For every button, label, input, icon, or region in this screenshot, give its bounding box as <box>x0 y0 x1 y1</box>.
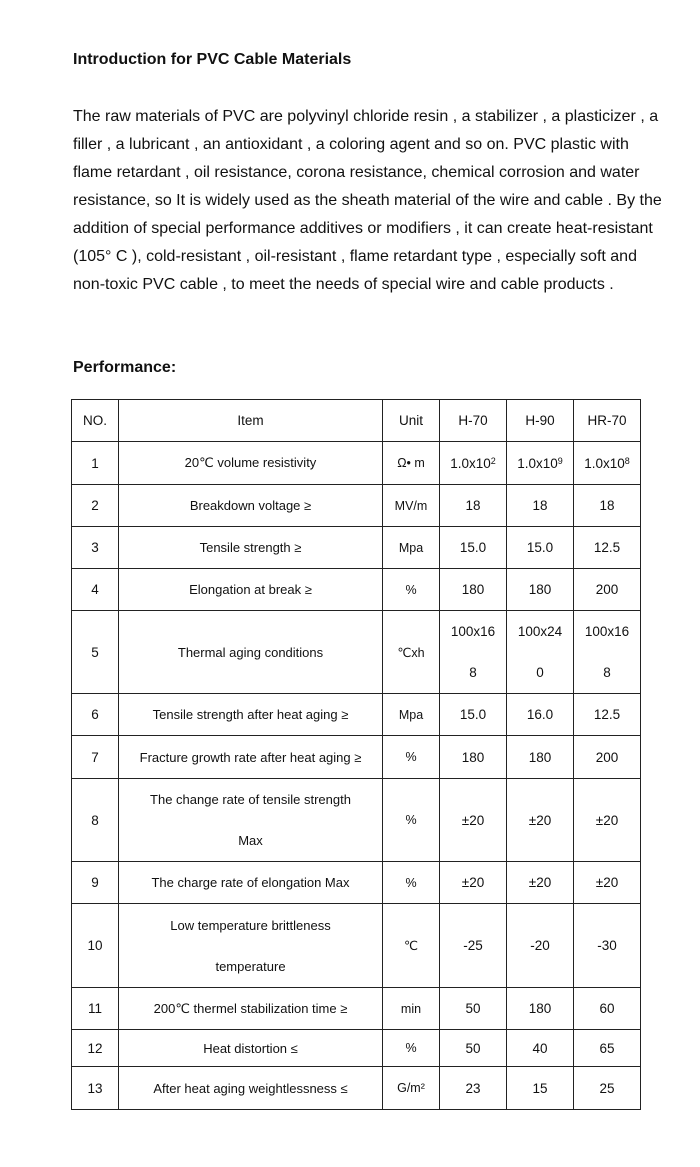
table-row <box>72 862 641 904</box>
cell-unit: % <box>383 779 440 862</box>
cell-unit: % <box>383 736 440 779</box>
cell-no: 12 <box>72 1030 119 1067</box>
cell-unit: ℃ <box>383 904 440 988</box>
cell-unit: Mpa <box>383 527 440 569</box>
cell-hr70: ±20 <box>574 862 641 904</box>
cell-item: Tensile strength ≥ <box>119 527 383 569</box>
value-exponent: 9 <box>557 455 563 466</box>
cell-hr70: 25 <box>574 1067 641 1110</box>
cell-h70: ±20 <box>440 862 507 904</box>
header-unit: Unit <box>383 400 440 442</box>
cell-h70: 50 <box>440 1030 507 1067</box>
cell-no: 11 <box>72 988 119 1030</box>
table-row <box>72 442 641 485</box>
table-row <box>72 988 641 1030</box>
cell-hr70: 60 <box>574 988 641 1030</box>
cell-no: 5 <box>72 611 119 694</box>
cell-line: 8 <box>603 665 611 680</box>
table-row <box>72 779 641 862</box>
cell-h70 <box>440 611 507 694</box>
cell-unit: MV/m <box>383 485 440 527</box>
cell-item: 20℃ volume resistivity <box>119 442 383 485</box>
value-base: 1.0x10 <box>517 455 558 471</box>
table-row <box>72 527 641 569</box>
cell-h90: -20 <box>507 904 574 988</box>
cell-h90 <box>507 611 574 694</box>
table-row <box>72 485 641 527</box>
cell-hr70: 200 <box>574 569 641 611</box>
cell-hr70: 12.5 <box>574 694 641 736</box>
cell-hr70: 65 <box>574 1030 641 1067</box>
cell-item: Tensile strength after heat aging ≥ <box>119 694 383 736</box>
cell-no: 6 <box>72 694 119 736</box>
cell-h90: 180 <box>507 569 574 611</box>
cell-no: 3 <box>72 527 119 569</box>
cell-unit: min <box>383 988 440 1030</box>
cell-unit: % <box>383 862 440 904</box>
performance-heading: Performance: <box>73 359 177 376</box>
cell-no: 7 <box>72 736 119 779</box>
cell-h90: 40 <box>507 1030 574 1067</box>
cell-unit: Mpa <box>383 694 440 736</box>
value-base: 1.0x10 <box>450 455 491 471</box>
cell-no: 4 <box>72 569 119 611</box>
cell-item <box>119 779 383 862</box>
cell-hr70 <box>574 611 641 694</box>
cell-h90 <box>507 442 574 485</box>
cell-no: 13 <box>72 1067 119 1110</box>
cell-h70: 15.0 <box>440 694 507 736</box>
cell-line: Max <box>238 833 263 848</box>
cell-item: Breakdown voltage ≥ <box>119 485 383 527</box>
cell-hr70: 12.5 <box>574 527 641 569</box>
cell-hr70: 18 <box>574 485 641 527</box>
cell-hr70: -30 <box>574 904 641 988</box>
cell-line: Low temperature brittleness <box>170 917 331 933</box>
cell-h90: ±20 <box>507 779 574 862</box>
table-row <box>72 694 641 736</box>
table-row <box>72 904 641 988</box>
performance-table <box>71 399 641 1110</box>
cell-no: 9 <box>72 862 119 904</box>
cell-h70 <box>440 442 507 485</box>
cell-no: 10 <box>72 904 119 988</box>
header-h70: H-70 <box>440 400 507 442</box>
cell-unit: % <box>383 1030 440 1067</box>
cell-h90: 16.0 <box>507 694 574 736</box>
table-row <box>72 1067 641 1110</box>
table-header-row <box>72 400 641 442</box>
cell-h70: ±20 <box>440 779 507 862</box>
cell-h90: 15 <box>507 1067 574 1110</box>
cell-line: 100x16 <box>584 624 630 639</box>
cell-item: Thermal aging conditions <box>119 611 383 694</box>
cell-line: 100x24 <box>517 624 563 639</box>
cell-h90: 15.0 <box>507 527 574 569</box>
cell-item: Heat distortion ≤ <box>119 1030 383 1067</box>
table-row <box>72 1030 641 1067</box>
cell-hr70 <box>574 442 641 485</box>
cell-h90: 180 <box>507 988 574 1030</box>
cell-line: 8 <box>469 665 477 680</box>
cell-line: temperature <box>215 958 286 974</box>
cell-line: 100x16 <box>450 624 496 639</box>
intro-paragraph: The raw materials of PVC are polyvinyl chloride resin , a stabilizer , a plasticizer , a filler , a lubricant , an antioxidant , a coloring agent and so on. PVC plastic with flame retardant , oil resistance, corona resistance, chemical corrosion and water resistance, so It is widely used as the sheath material of the wire and cable . By the addition of special performance additives or modifiers , it can create heat-resistant (105° C ), cold-resistant , oil-resistant , flame retardant type , especially soft and non-toxic PVC cable , to meet the needs of special wire and cable products . <box>73 108 662 293</box>
table-row <box>72 611 641 694</box>
cell-item: Fracture growth rate after heat aging ≥ <box>119 736 383 779</box>
header-item: Item <box>119 400 383 442</box>
value-exponent: 2 <box>490 455 496 466</box>
header-no: NO. <box>72 400 119 442</box>
cell-h90: ±20 <box>507 862 574 904</box>
cell-item: 200℃ thermel stabilization time ≥ <box>119 988 383 1030</box>
cell-hr70: 200 <box>574 736 641 779</box>
header-h90: H-90 <box>507 400 574 442</box>
cell-no: 8 <box>72 779 119 862</box>
cell-h70: 18 <box>440 485 507 527</box>
cell-item: The charge rate of elongation Max <box>119 862 383 904</box>
cell-h70: -25 <box>440 904 507 988</box>
cell-unit: ℃xh <box>383 611 440 694</box>
value-exponent: 8 <box>624 455 630 466</box>
cell-item <box>119 904 383 988</box>
cell-h90: 180 <box>507 736 574 779</box>
cell-line: 0 <box>536 665 544 680</box>
cell-unit: G/m² <box>383 1067 440 1110</box>
value-base: 1.0x10 <box>584 455 625 471</box>
table-row <box>72 736 641 779</box>
cell-no: 2 <box>72 485 119 527</box>
cell-item: After heat aging weightlessness ≤ <box>119 1067 383 1110</box>
cell-unit: % <box>383 569 440 611</box>
cell-h70: 15.0 <box>440 527 507 569</box>
cell-no: 1 <box>72 442 119 485</box>
cell-h70: 180 <box>440 569 507 611</box>
cell-h70: 50 <box>440 988 507 1030</box>
cell-h70: 23 <box>440 1067 507 1110</box>
cell-hr70: ±20 <box>574 779 641 862</box>
cell-unit: Ω• m <box>383 442 440 485</box>
cell-item: Elongation at break ≥ <box>119 569 383 611</box>
page-title: Introduction for PVC Cable Materials <box>73 51 352 68</box>
cell-line: The change rate of tensile strength <box>150 792 351 807</box>
cell-h70: 180 <box>440 736 507 779</box>
header-hr70: HR-70 <box>574 400 641 442</box>
table-row <box>72 569 641 611</box>
cell-h90: 18 <box>507 485 574 527</box>
